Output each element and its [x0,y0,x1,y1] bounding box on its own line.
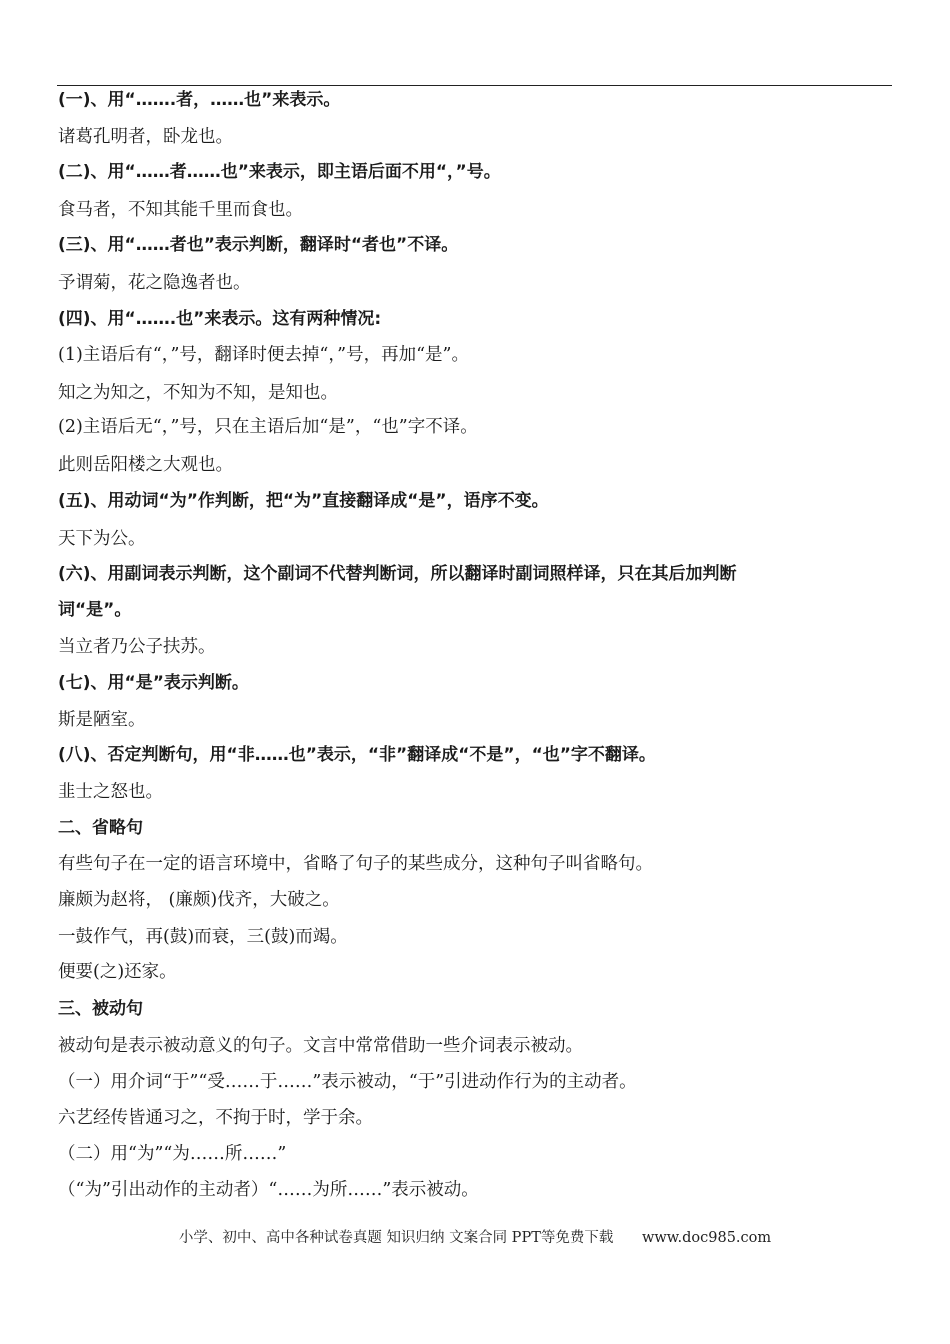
body-line: (1)主语后有“，”号，翻译时便去掉“，”号，再加“是”。 [58,345,469,365]
body-line: 廉颇为赵将， (廉颇)伐齐，大破之。 [58,890,340,910]
body-line: （二）用“为”“为……所……” [58,1144,287,1164]
section-heading: (八)、否定判断句，用“非……也”表示，“非”翻译成“不是”，“也”字不翻译。 [58,745,656,765]
body-line: （“为”引出动作的主动者）“……为所……”表示被动。 [58,1180,479,1200]
body-line: 被动句是表示被动意义的句子。文言中常常借助一些介词表示被动。 [58,1036,583,1056]
section-heading: (一)、用“…….者，……也”来表示。 [58,90,341,110]
section-heading: 三、被动句 [58,999,143,1019]
body-line: 一鼓作气，再(鼓)而衰，三(鼓)而竭。 [58,927,348,947]
body-line: 六艺经传皆通习之，不拘于时，学于余。 [58,1108,373,1128]
body-line: （一）用介词“于”“受……于……”表示被动，“于”引进动作行为的主动者。 [58,1072,637,1092]
section-heading: (四)、用“…….也”来表示。这有两种情况: [58,309,382,329]
body-line: (2)主语后无“，”号，只在主语后加“是”，“也”字不译。 [58,417,478,437]
section-heading: (五)、用动词“为”作判断，把“为”直接翻译成“是”，语序不变。 [58,491,549,511]
footer-text: 小学、初中、高中各种试卷真题 知识归纳 文案合同 PPT等免费下载 [178,1230,614,1246]
section-heading: (二)、用“……者……也”来表示，即主语后面不用“，”号。 [58,162,501,182]
header-rule [57,85,892,86]
body-line: 此则岳阳楼之大观也。 [58,455,233,475]
section-heading: 词“是”。 [58,600,132,620]
body-line: 便要(之)还家。 [58,962,177,982]
section-heading: (六)、用副词表示判断，这个副词不代替判断词，所以翻译时副词照样译，只在其后加判断 [58,564,737,584]
body-line: 有些句子在一定的语言环境中，省略了句子的某些成分，这种句子叫省略句。 [58,854,653,874]
body-line: 诸葛孔明者，卧龙也。 [58,127,233,147]
body-line: 韭士之怒也。 [58,782,163,802]
body-line: 天下为公。 [58,529,146,549]
section-heading: (七)、用“是”表示判断。 [58,673,249,693]
body-line: 知之为知之，不知为不知，是知也。 [58,383,338,403]
body-line: 予谓菊，花之隐逸者也。 [58,273,251,293]
section-heading: (三)、用“……者也”表示判断，翻译时“者也”不译。 [58,235,459,255]
body-line: 斯是陋室。 [58,710,146,730]
page-footer [0,1226,950,1247]
body-line: 当立者乃公子扶苏。 [58,637,216,657]
section-heading: 二、省略句 [58,818,143,838]
body-line: 食马者，不知其能千里而食也。 [58,200,303,220]
footer-url[interactable]: www.doc985.com [641,1230,772,1246]
